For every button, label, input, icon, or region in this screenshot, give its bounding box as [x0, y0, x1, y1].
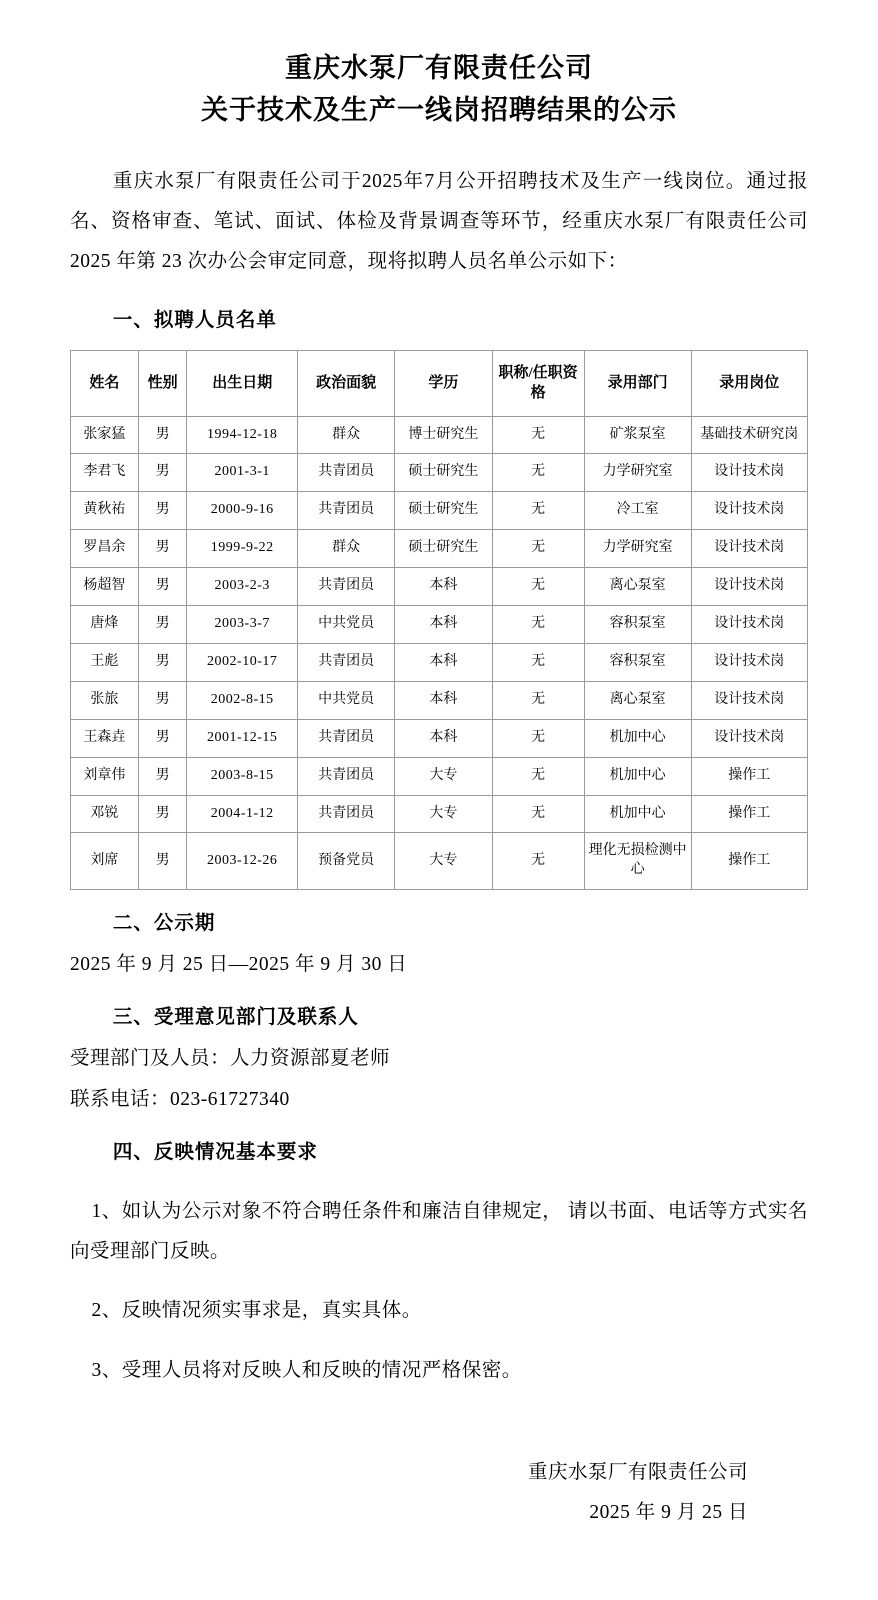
cell-gender: 男 — [138, 606, 187, 644]
cell-name: 张家猛 — [71, 416, 139, 454]
cell-position: 设计技术岗 — [691, 681, 807, 719]
cell-birthdate: 1994-12-18 — [187, 416, 298, 454]
cell-position: 设计技术岗 — [691, 492, 807, 530]
cell-gender: 男 — [138, 568, 187, 606]
cell-education: 大专 — [395, 833, 492, 890]
signature-organization: 重庆水泵厂有限责任公司 — [527, 1461, 748, 1483]
roster-table — [70, 350, 808, 890]
cell-political-status: 共青团员 — [297, 757, 394, 795]
section-heading-feedback-requirements: 四、反映情况基本要求 — [112, 1142, 318, 1164]
cell-gender: 男 — [138, 454, 187, 492]
cell-department: 冷工室 — [584, 492, 691, 530]
publicity-period-text: 2025 年 9 月 25 日—2025 年 9 月 30 日 — [70, 954, 408, 976]
cell-name: 王森垚 — [71, 719, 139, 757]
feedback-item-3: 3、受理人员将对反映人和反映的情况严格保密。 — [91, 1359, 522, 1381]
cell-position: 设计技术岗 — [691, 643, 807, 681]
cell-education: 本科 — [395, 681, 492, 719]
cell-department: 离心泵室 — [584, 568, 691, 606]
cell-department: 理化无损检测中心 — [584, 833, 691, 890]
cell-gender: 男 — [138, 833, 187, 890]
table-row — [71, 606, 808, 644]
column-header-department: 录用部门 — [584, 351, 691, 417]
title-line-1: 重庆水泵厂有限责任公司 — [285, 53, 593, 83]
cell-birthdate: 2002-10-17 — [187, 643, 298, 681]
cell-department: 机加中心 — [584, 719, 691, 757]
table-row — [71, 454, 808, 492]
cell-department: 矿浆泵室 — [584, 416, 691, 454]
table-row — [71, 568, 808, 606]
cell-name: 刘席 — [71, 833, 139, 890]
cell-political-status: 共青团员 — [297, 568, 394, 606]
cell-birthdate: 2003-2-3 — [187, 568, 298, 606]
cell-birthdate: 2004-1-12 — [187, 795, 298, 833]
cell-political-status: 群众 — [297, 530, 394, 568]
cell-education: 硕士研究生 — [395, 454, 492, 492]
cell-birthdate: 2002-8-15 — [187, 681, 298, 719]
cell-gender: 男 — [138, 681, 187, 719]
cell-position: 操作工 — [691, 795, 807, 833]
table-row — [71, 681, 808, 719]
cell-gender: 男 — [138, 719, 187, 757]
cell-professional-title: 无 — [492, 606, 584, 644]
cell-birthdate: 2000-9-16 — [187, 492, 298, 530]
section-heading-roster: 一、拟聘人员名单 — [112, 310, 277, 332]
cell-political-status: 共青团员 — [297, 719, 394, 757]
cell-political-status: 共青团员 — [297, 795, 394, 833]
table-row — [71, 643, 808, 681]
cell-position: 操作工 — [691, 833, 807, 890]
cell-gender: 男 — [138, 416, 187, 454]
section-heading-contact: 三、受理意见部门及联系人 — [112, 1007, 359, 1029]
feedback-item-2: 2、反映情况须实事求是，真实具体。 — [91, 1300, 422, 1322]
cell-birthdate: 2003-3-7 — [187, 606, 298, 644]
cell-gender: 男 — [138, 643, 187, 681]
cell-education: 本科 — [395, 719, 492, 757]
cell-birthdate: 2001-3-1 — [187, 454, 298, 492]
table-header-row — [71, 351, 808, 417]
cell-birthdate: 2003-12-26 — [187, 833, 298, 890]
table-row — [71, 833, 808, 890]
cell-birthdate: 1999-9-22 — [187, 530, 298, 568]
cell-name: 唐烽 — [71, 606, 139, 644]
cell-education: 本科 — [395, 643, 492, 681]
cell-position: 设计技术岗 — [691, 606, 807, 644]
cell-position: 操作工 — [691, 757, 807, 795]
cell-education: 大专 — [395, 795, 492, 833]
cell-professional-title: 无 — [492, 643, 584, 681]
cell-department: 离心泵室 — [584, 681, 691, 719]
cell-position: 基础技术研究岗 — [691, 416, 807, 454]
section-heading-publicity-period: 二、公示期 — [112, 913, 216, 935]
column-header-political-status: 政治面貌 — [297, 351, 394, 417]
cell-education: 本科 — [395, 606, 492, 644]
contact-department-line: 受理部门及人员：人力资源部夏老师 — [70, 1048, 391, 1070]
contact-phone-line: 联系电话：023-61727340 — [70, 1089, 290, 1111]
cell-name: 罗昌余 — [71, 530, 139, 568]
cell-professional-title: 无 — [492, 492, 584, 530]
cell-gender: 男 — [138, 757, 187, 795]
cell-political-status: 群众 — [297, 416, 394, 454]
cell-political-status: 共青团员 — [297, 492, 394, 530]
signature-block — [70, 1453, 808, 1535]
table-row — [71, 492, 808, 530]
cell-position: 设计技术岗 — [691, 530, 807, 568]
cell-department: 容积泵室 — [584, 606, 691, 644]
cell-professional-title: 无 — [492, 795, 584, 833]
cell-political-status: 预备党员 — [297, 833, 394, 890]
cell-political-status: 中共党员 — [297, 681, 394, 719]
cell-department: 机加中心 — [584, 795, 691, 833]
cell-name: 张旅 — [71, 681, 139, 719]
cell-professional-title: 无 — [492, 568, 584, 606]
cell-gender: 男 — [138, 795, 187, 833]
cell-gender: 男 — [138, 530, 187, 568]
cell-gender: 男 — [138, 492, 187, 530]
cell-name: 刘章伟 — [71, 757, 139, 795]
cell-education: 博士研究生 — [395, 416, 492, 454]
cell-name: 黄秋祐 — [71, 492, 139, 530]
feedback-item-1: 1、如认为公示对象不符合聘任条件和廉洁自律规定， 请以书面、电话等方式实名向受理部门反映。 — [70, 1200, 808, 1262]
cell-professional-title: 无 — [492, 757, 584, 795]
cell-professional-title: 无 — [492, 416, 584, 454]
table-row — [71, 757, 808, 795]
roster-table-body — [71, 416, 808, 890]
column-header-gender: 性别 — [138, 351, 187, 417]
signature-date: 2025 年 9 月 25 日 — [589, 1502, 748, 1524]
table-row — [71, 795, 808, 833]
cell-position: 设计技术岗 — [691, 454, 807, 492]
cell-name: 杨超智 — [71, 568, 139, 606]
cell-birthdate: 2003-8-15 — [187, 757, 298, 795]
cell-education: 本科 — [395, 568, 492, 606]
cell-political-status: 共青团员 — [297, 643, 394, 681]
table-row — [71, 530, 808, 568]
cell-name: 李君飞 — [71, 454, 139, 492]
page-title — [70, 48, 808, 132]
cell-professional-title: 无 — [492, 833, 584, 890]
table-row — [71, 416, 808, 454]
cell-professional-title: 无 — [492, 719, 584, 757]
title-line-2: 关于技术及生产一线岗招聘结果的公示 — [201, 94, 677, 125]
cell-professional-title: 无 — [492, 530, 584, 568]
cell-professional-title: 无 — [492, 681, 584, 719]
column-header-professional-title: 职称/任职资格 — [492, 351, 584, 417]
cell-name: 邓锐 — [71, 795, 139, 833]
cell-political-status: 共青团员 — [297, 454, 394, 492]
column-header-position: 录用岗位 — [691, 351, 807, 417]
cell-department: 容积泵室 — [584, 643, 691, 681]
cell-department: 力学研究室 — [584, 454, 691, 492]
cell-education: 大专 — [395, 757, 492, 795]
column-header-education: 学历 — [395, 351, 492, 417]
cell-position: 设计技术岗 — [691, 719, 807, 757]
column-header-name: 姓名 — [71, 351, 139, 417]
column-header-birthdate: 出生日期 — [187, 351, 298, 417]
cell-political-status: 中共党员 — [297, 606, 394, 644]
cell-birthdate: 2001-12-15 — [187, 719, 298, 757]
cell-department: 力学研究室 — [584, 530, 691, 568]
cell-name: 王彪 — [71, 643, 139, 681]
cell-department: 机加中心 — [584, 757, 691, 795]
cell-professional-title: 无 — [492, 454, 584, 492]
table-row — [71, 719, 808, 757]
cell-education: 硕士研究生 — [395, 492, 492, 530]
cell-position: 设计技术岗 — [691, 568, 807, 606]
intro-paragraph: 重庆水泵厂有限责任公司于2025年7月公开招聘技术及生产一线岗位。通过报名、资格审查、笔试、面试、体检及背景调查等环节，经重庆水泵厂有限责任公司 2025 年第 23 次办公会审定同意，现将拟聘人员名单公示如下： — [70, 170, 808, 272]
cell-education: 硕士研究生 — [395, 530, 492, 568]
